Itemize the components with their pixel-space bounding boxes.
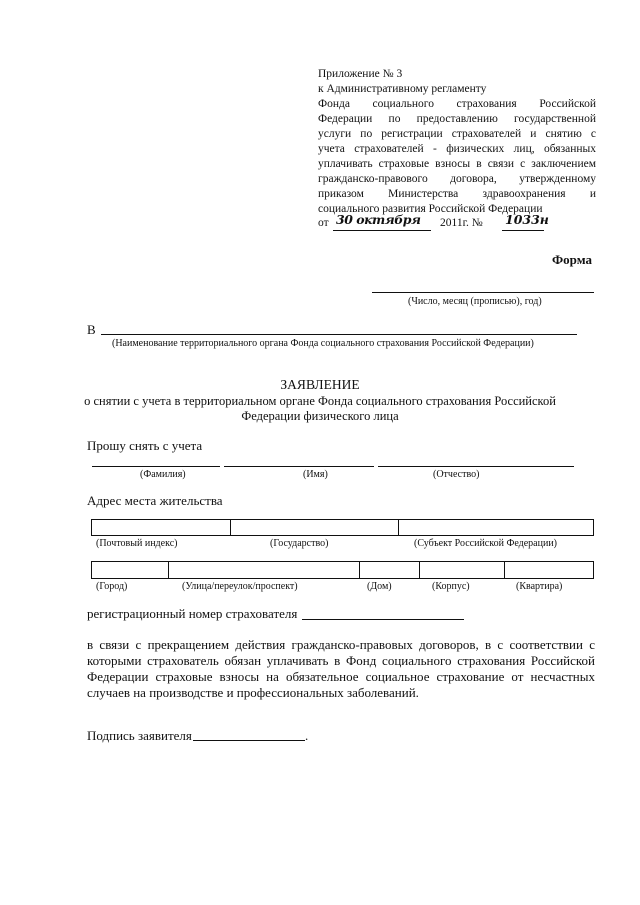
patronymic-caption: (Отчество) <box>433 469 480 480</box>
appendix-line-6: учета страхователей - физических лиц, обязанных <box>318 143 596 155</box>
territorial-body-field[interactable] <box>101 334 577 335</box>
appendix-line-5: услуги по регистрации страхователей и снятию с <box>318 128 596 140</box>
date-field-line[interactable] <box>372 292 594 293</box>
region-caption: (Субъект Российской Федерации) <box>414 538 558 549</box>
appendix-date-underline <box>333 230 431 231</box>
document-subtitle-line-2: Федерации физического лица <box>241 409 399 423</box>
surname-field[interactable] <box>92 466 220 467</box>
signature-period: . <box>305 728 309 743</box>
address-label: Адрес места жительства <box>87 493 223 508</box>
name-field[interactable] <box>224 466 374 467</box>
date-caption: (Число, месяц (прописью), год) <box>408 296 542 307</box>
document-subtitle-line-1: о снятии с учета в территориальном органе Фонда социального страхования Российской <box>84 394 556 408</box>
reason-line-1: в связи с прекращением действия гражданско-правовых договоров, в с соответствии с <box>87 637 595 652</box>
postal-code-field[interactable] <box>92 520 229 535</box>
apartment-field[interactable] <box>505 562 593 578</box>
appendix-line-9: приказом Министерства здравоохранения и <box>318 188 596 200</box>
city-caption: (Город) <box>96 581 128 592</box>
appendix-number-handwritten: 1033н <box>505 212 549 227</box>
appendix-line-3: Фонда социального страхования Российской <box>318 98 596 110</box>
request-text: Прошу снять с учета <box>87 438 203 453</box>
postal-code-caption: (Почтовый индекс) <box>96 538 178 549</box>
reg-number-label: регистрационный номер страхователя <box>87 606 298 621</box>
appendix-line-4: Федерации по предоставлению государственной <box>318 113 596 125</box>
house-caption: (Дом) <box>367 581 392 592</box>
building-field[interactable] <box>420 562 503 578</box>
appendix-line-10: социального развития Российской Федерации <box>318 203 543 215</box>
appendix-year-text: 2011г. № <box>440 217 483 229</box>
signature-label: Подпись заявителя <box>87 728 192 743</box>
surname-caption: (Фамилия) <box>140 469 186 480</box>
territorial-body-caption: (Наименование территориального органа Фонда социального страхования Российской Федерации) <box>112 338 534 349</box>
signature-field[interactable] <box>193 740 305 741</box>
appendix-line-1: Приложение № 3 <box>318 68 403 80</box>
reason-line-3: Федерации страховые взносы на обязательное социальное страхование от несчастных <box>87 669 595 684</box>
patronymic-field[interactable] <box>378 466 574 467</box>
appendix-line-8: гражданско-правового договора, утвержденному <box>318 173 596 185</box>
country-field[interactable] <box>231 520 397 535</box>
form-label: Форма <box>552 252 592 267</box>
house-field[interactable] <box>360 562 418 578</box>
reason-line-4: случаев на производстве и профессиональных заболеваний. <box>87 685 419 700</box>
appendix-number-underline <box>502 230 544 231</box>
document-title: ЗАЯВЛЕНИЕ <box>280 377 360 392</box>
street-caption: (Улица/переулок/проспект) <box>182 581 298 592</box>
appendix-line-2: к Административному регламенту <box>318 83 487 95</box>
to-prefix: В <box>87 322 96 337</box>
appendix-date-prefix: от <box>318 217 329 229</box>
name-caption: (Имя) <box>303 469 328 480</box>
reg-number-field[interactable] <box>302 619 464 620</box>
building-caption: (Корпус) <box>432 581 470 592</box>
city-field[interactable] <box>92 562 167 578</box>
region-field[interactable] <box>399 520 593 535</box>
reason-line-2: которыми страхователь обязан уплачивать в Фонд социального страхования Российской <box>87 653 595 668</box>
apartment-caption: (Квартира) <box>516 581 563 592</box>
appendix-date-handwritten: 30 октября <box>336 212 421 227</box>
country-caption: (Государство) <box>270 538 329 549</box>
appendix-line-7: уплачивать страховые взносы в связи с заключением <box>318 158 596 170</box>
street-field[interactable] <box>169 562 358 578</box>
